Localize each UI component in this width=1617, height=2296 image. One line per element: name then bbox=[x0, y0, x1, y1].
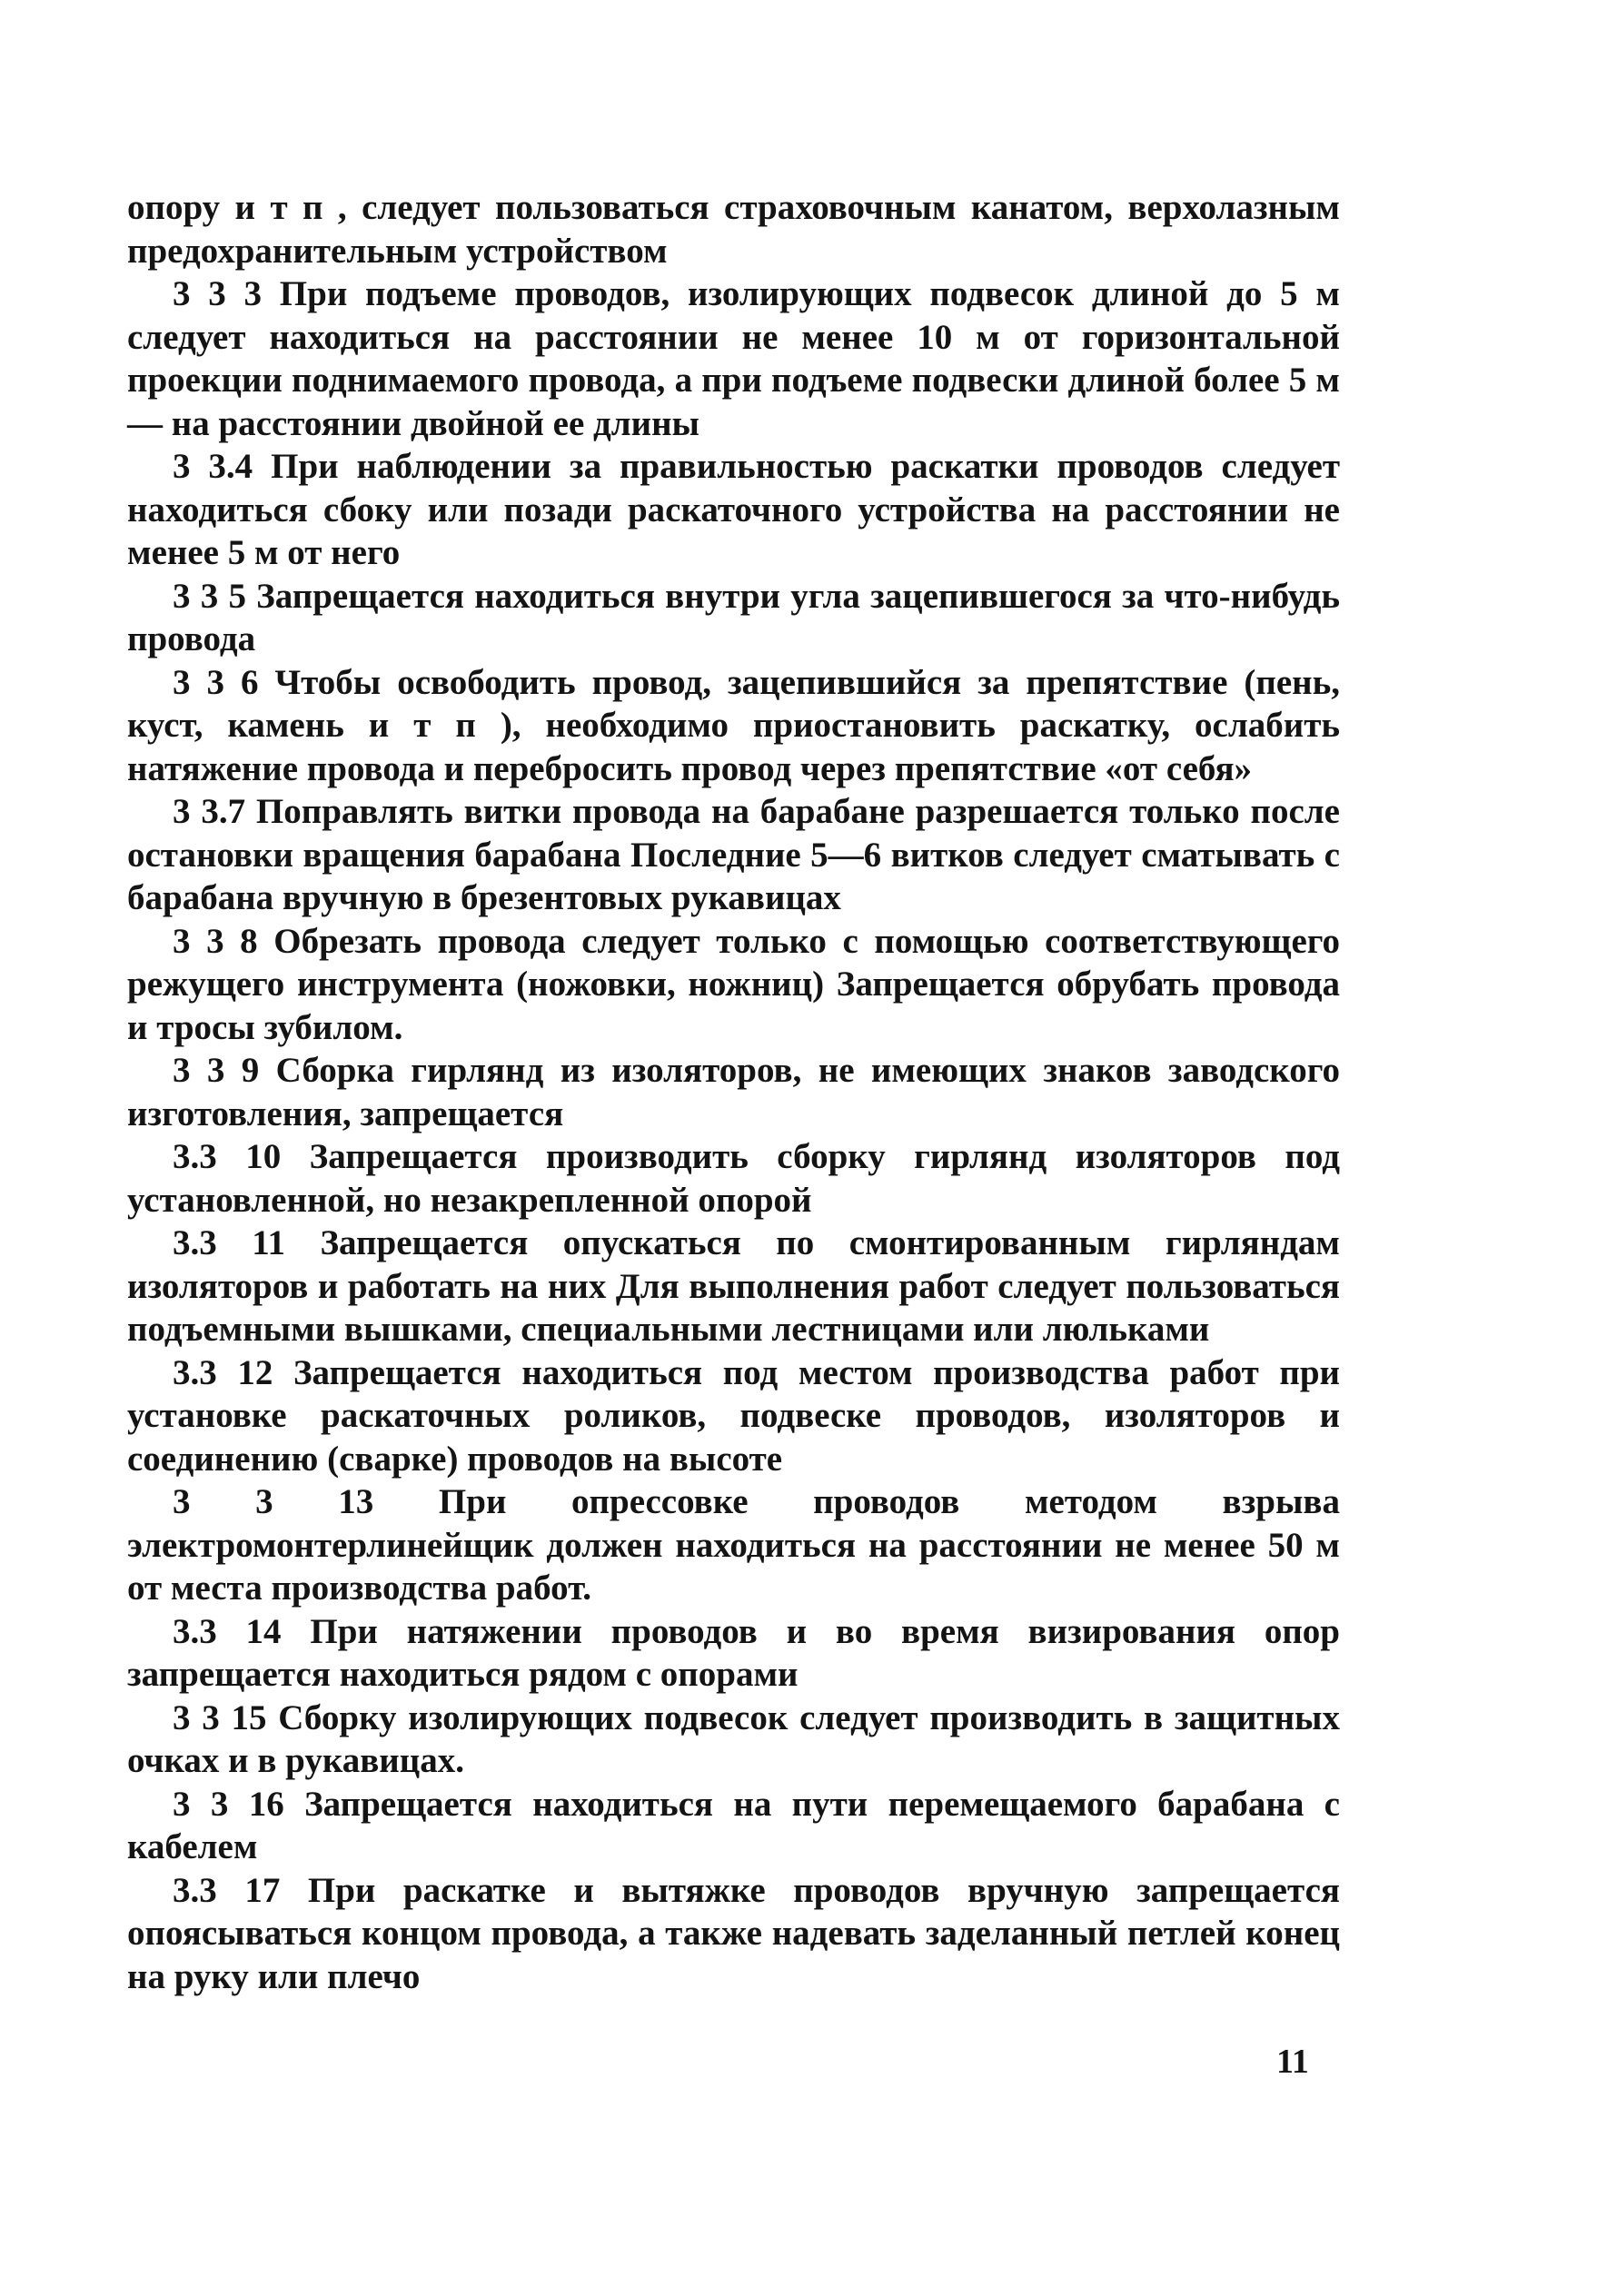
page-number: 11 bbox=[1276, 2043, 1309, 2081]
paragraph-3-3-12: 3.3 12 Запрещается находиться под местом производства работ при установке раскаточных роликов, подвеске проводов, изоляторов и соединению (сварке) проводов на высоте bbox=[127, 1352, 1340, 1479]
paragraph-3-3-4: 3 3.4 При наблюдении за правильностью раскатки проводов следует находиться сбоку или позади раскаточного устройства на расстоянии не менее 5 м от него bbox=[127, 447, 1340, 572]
paragraph-3-3-16: 3 3 16 Запрещается находиться на пути перемещаемого барабана с кабелем bbox=[127, 1784, 1340, 1866]
paragraph-continuation: опору и т п , следует пользоваться страховочным канатом, верхолазным предохранительным устройством bbox=[127, 188, 1340, 271]
body-text bbox=[127, 186, 1340, 1998]
paragraph-3-3-8: 3 3 8 Обрезать провода следует только с помощью соответствующего режущего инструмента (ножовки, ножниц) Запрещается обрубать провода и тросы зубилом. bbox=[127, 921, 1340, 1047]
paragraph-3-3-7: 3 3.7 Поправлять витки провода на барабане разрешается только после остановки вращения барабана Последние 5—6 витков следует сматывать с барабана вручную в брезентовых рукавицах bbox=[127, 792, 1340, 917]
paragraph-3-3-3: 3 3 3 При подъеме проводов, изолирующих подвесок длиной до 5 м следует находиться на расстоянии не менее 10 м от горизонтальной проекции поднимаемого провода, а при подъеме подвески длиной более 5 м — на расстоянии двойной ее длины bbox=[127, 274, 1340, 443]
paragraph-3-3-5: 3 3 5 Запрещается находиться внутри угла зацепившегося за что-нибудь провода bbox=[127, 576, 1340, 658]
paragraph-3-3-6: 3 3 6 Чтобы освободить провод, зацепившийся за препятствие (пень, куст, камень и т п ), необходимо приостановить раскатку, ослабить натяжение провода и перебросить провод через препятствие «от себя» bbox=[127, 662, 1340, 788]
paragraph-3-3-14: 3.3 14 При натяжении проводов и во время визирования опор запрещается находиться рядом с опорами bbox=[127, 1611, 1340, 1694]
paragraph-3-3-15: 3 3 15 Сборку изолирующих подвесок следует производить в защитных очках и в рукавицах. bbox=[127, 1697, 1340, 1780]
paragraph-3-3-9: 3 3 9 Сборка гирлянд из изоляторов, не имеющих знаков заводского изготовления, запрещается bbox=[127, 1051, 1340, 1133]
paragraph-3-3-17: 3.3 17 При раскатке и вытяжке проводов вручную запрещается опоясываться концом провода, а также надевать заделанный петлей конец на руку или плечо bbox=[127, 1870, 1340, 1996]
paragraph-3-3-13: 3 3 13 При опрессовке проводов методом взрыва электромонтерлинейщик должен находиться на расстоянии не менее 50 м от места производства работ. bbox=[127, 1482, 1340, 1608]
paragraph-3-3-10: 3.3 10 Запрещается производить сборку гирлянд изоляторов под установленной, но незакрепленной опорой bbox=[127, 1137, 1340, 1220]
paragraph-3-3-11: 3.3 11 Запрещается опускаться по смонтированным гирляндам изоляторов и работать на них Для выполнения работ следует пользоваться подъемными вышками, специальными лестницами или люльками bbox=[127, 1223, 1340, 1349]
